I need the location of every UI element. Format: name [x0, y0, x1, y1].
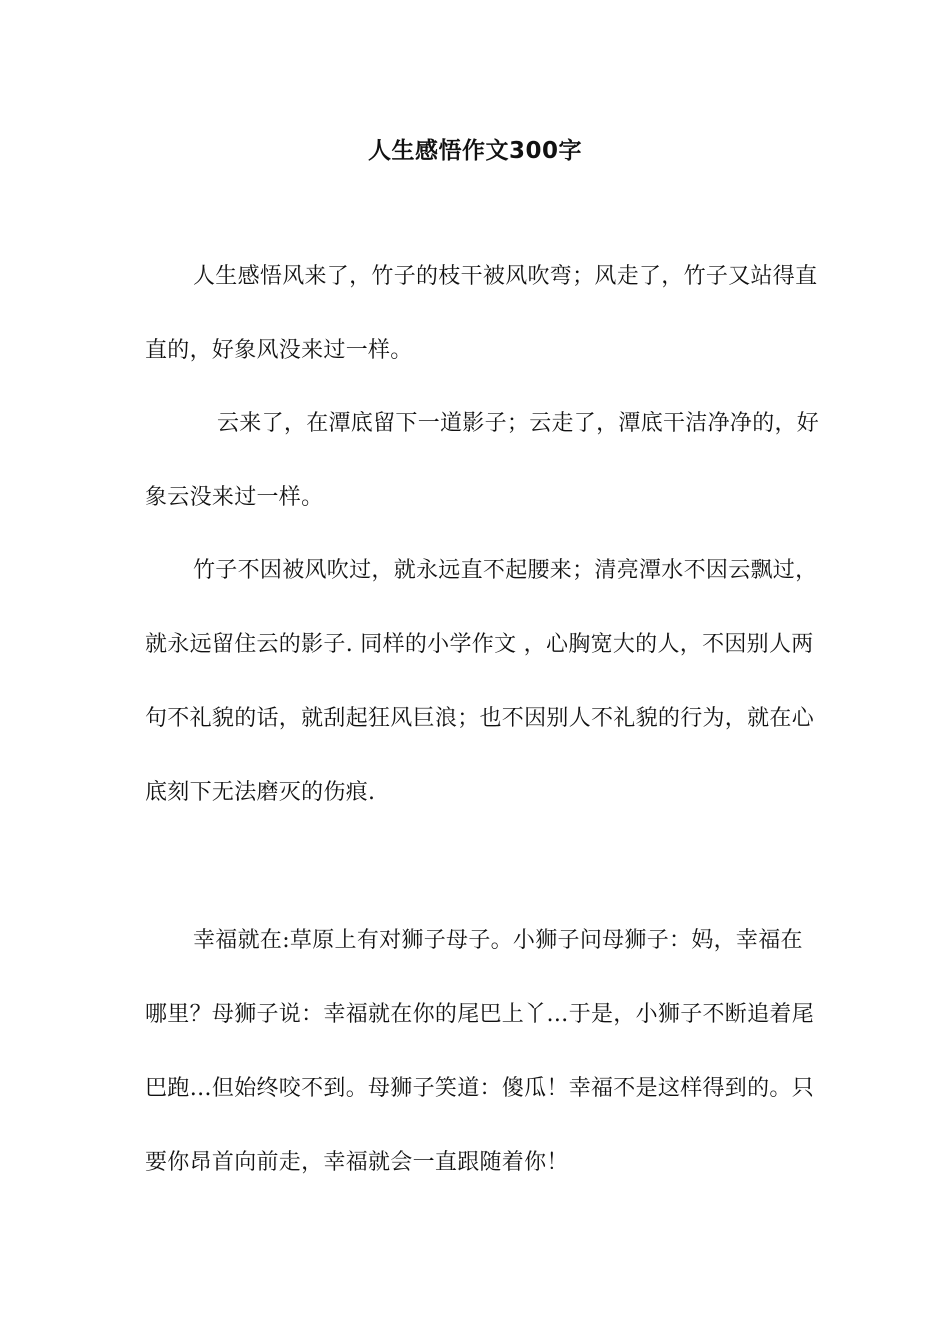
paragraph-wind — [145, 240, 825, 388]
paragraph-text: 云来了，在潭底留下一道影子；云走了，潭底干洁净净的，好象云没来过一样。 — [145, 411, 820, 510]
document-title: 人生感悟作文300字 — [367, 138, 582, 164]
paragraph-happiness — [145, 904, 825, 1200]
paragraph-text: 人生感悟风来了，竹子的枝干被风吹弯；风走了，竹子又站得直直的，好象风没来过一样。 — [145, 264, 818, 363]
paragraph-bamboo — [145, 534, 825, 830]
paragraph-text: 幸福就在:草原上有对狮子母子。小狮子问母狮子：妈，幸福在哪里？母狮子说：幸福就在你的尾巴上丫…于是，小狮子不断追着尾巴跑…但始终咬不到。母狮子笑道：傻瓜！幸福不是这样得到的。只要你昂首向前走，幸福就会一直跟随着你！ — [145, 928, 815, 1175]
paragraph-cloud — [145, 387, 825, 535]
paragraph-text: 竹子不因被风吹过，就永远直不起腰来；清亮潭水不因云飘过，就永远留住云的影子. 同样的小学作文 ，心胸宽大的人，不因别人两句不礼貌的话，就刮起狂风巨浪；也不因别人不礼貌的行为，就在心底刻下无法磨灭的伤痕. — [145, 558, 818, 805]
